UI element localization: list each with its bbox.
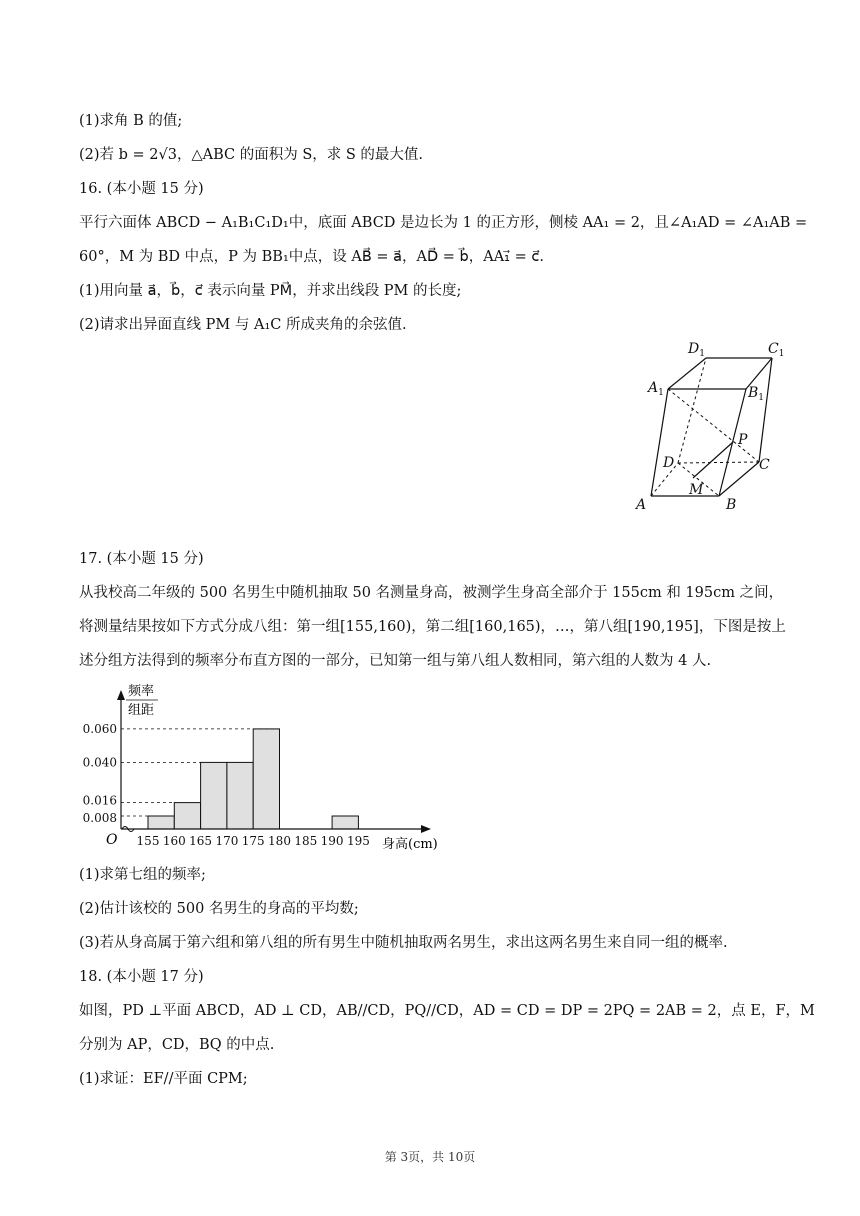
- y-tick-label: 0.008: [82, 811, 117, 825]
- q16-part1: (1)用向量 a⃗，b⃗，c⃗ 表示向量 PM⃗，并求出线段 PM 的长度;: [79, 283, 462, 299]
- x-tick-label: 180: [268, 834, 291, 848]
- q15-part2: (2)若 b = 2√3，△ABC 的面积为 S，求 S 的最大值.: [79, 147, 424, 163]
- label-A: A: [636, 497, 647, 513]
- x-tick-label: 165: [189, 834, 213, 848]
- q17-stem-line1: 从我校高二年级的 500 名男生中随机抽取 50 名测量身高，被测学生身高全部介于 155cm 和 195cm 之间，: [79, 585, 784, 601]
- q17-part2: (2)估计该校的 500 名男生的身高的平均数;: [79, 901, 359, 917]
- label-C: C: [759, 457, 770, 473]
- height-histogram: [70, 678, 438, 853]
- label-B: B: [726, 497, 737, 513]
- x-axis-arrow: [421, 825, 431, 833]
- q16-stem-line2: 60°，M 为 BD 中点，P 为 BB₁中点，设 AB⃗ = a⃗，AD⃗ = b⃗，AA₁⃗ = c⃗.: [79, 249, 544, 265]
- label-P: P: [738, 432, 748, 448]
- label-B1: $B_1$: [748, 385, 765, 403]
- edge-A-A1: [651, 389, 668, 496]
- edge-A1-D1: [668, 358, 706, 389]
- origin-label: O: [106, 832, 118, 848]
- y-tick-label: 0.040: [82, 755, 117, 770]
- histogram-bar-155-160: [148, 816, 174, 829]
- x-tick-label: 155: [136, 834, 160, 848]
- q16-part2: (2)请求出异面直线 PM 与 A₁C 所成夹角的余弦值.: [79, 317, 407, 333]
- x-tick-label: 170: [215, 834, 239, 848]
- x-tick-label: 160: [162, 834, 186, 848]
- y-tick-label: 0.016: [82, 793, 117, 808]
- page-footer: 第 3页，共 10页: [384, 1150, 476, 1164]
- y-tick-label: 0.060: [82, 721, 117, 736]
- label-A1: $A_1$: [648, 380, 664, 398]
- q17-stem-line3: 述分组方法得到的频率分布直方图的一部分，已知第一组与第八组人数相同，第六组的人数为 4 人.: [79, 653, 712, 669]
- q18-part1: (1)求证：EF//平面 CPM;: [79, 1071, 248, 1087]
- edge-D-C: [678, 462, 759, 463]
- label-C1: $C_1$: [768, 341, 785, 359]
- q18-stem-line2: 分别为 AP，CD，BQ 的中点.: [79, 1037, 275, 1053]
- q15-part1: (1)求角 B 的值;: [79, 113, 183, 129]
- q18-stem-line1: 如图，PD ⊥平面 ABCD，AD ⊥ CD，AB//CD，PQ//CD，AD = CD = DP = 2PQ = 2AB = 2，点 E，F，M: [79, 1003, 815, 1019]
- histogram-bar-175-180: [253, 729, 279, 829]
- histogram-bar-165-170: [201, 762, 227, 829]
- x-tick-label: 175: [241, 834, 265, 848]
- y-axis-label-bottom: 组距: [128, 703, 155, 718]
- q17-stem-line2: 将测量结果按如下方式分成八组：第一组[155,160)，第二组[160,165)，…，第八组[190,195]，下图是按上: [79, 619, 786, 635]
- q16-heading: 16. (本小题 15 分): [79, 181, 204, 197]
- q17-heading: 17. (本小题 15 分): [79, 551, 204, 567]
- histogram-bar-190-195: [332, 816, 358, 829]
- label-D: D: [663, 455, 675, 471]
- y-axis-arrow: [117, 690, 125, 700]
- x-tick-label: 195: [346, 834, 370, 848]
- edge-C-C1: [759, 358, 772, 462]
- x-tick-label: 190: [320, 834, 344, 848]
- q17-part3: (3)若从身高属于第六组和第八组的所有男生中随机抽取两名男生，求出这两名男生来自同一组的概率.: [79, 935, 728, 951]
- edge-B-C: [719, 462, 759, 496]
- q16-stem-line1: 平行六面体 ABCD − A₁B₁C₁D₁中，底面 ABCD 是边长为 1 的正方形，侧棱 AA₁ = 2，且∠A₁AD = ∠A₁AB =: [79, 215, 808, 231]
- label-D1: $D_1$: [688, 341, 705, 359]
- parallelepiped-figure: [630, 335, 795, 520]
- y-axis-label-top: 频率: [128, 684, 155, 699]
- q18-heading: 18. (本小题 17 分): [79, 969, 204, 985]
- histogram-bar-170-175: [227, 762, 253, 829]
- edge-D-D1: [678, 358, 706, 463]
- histogram-bar-160-165: [174, 803, 200, 829]
- q17-part1: (1)求第七组的频率;: [79, 867, 206, 883]
- label-M: M: [689, 482, 704, 498]
- x-tick-label: 185: [294, 834, 318, 848]
- x-axis-label: 身高(cm): [382, 837, 438, 852]
- segment-P-M: [693, 442, 733, 478]
